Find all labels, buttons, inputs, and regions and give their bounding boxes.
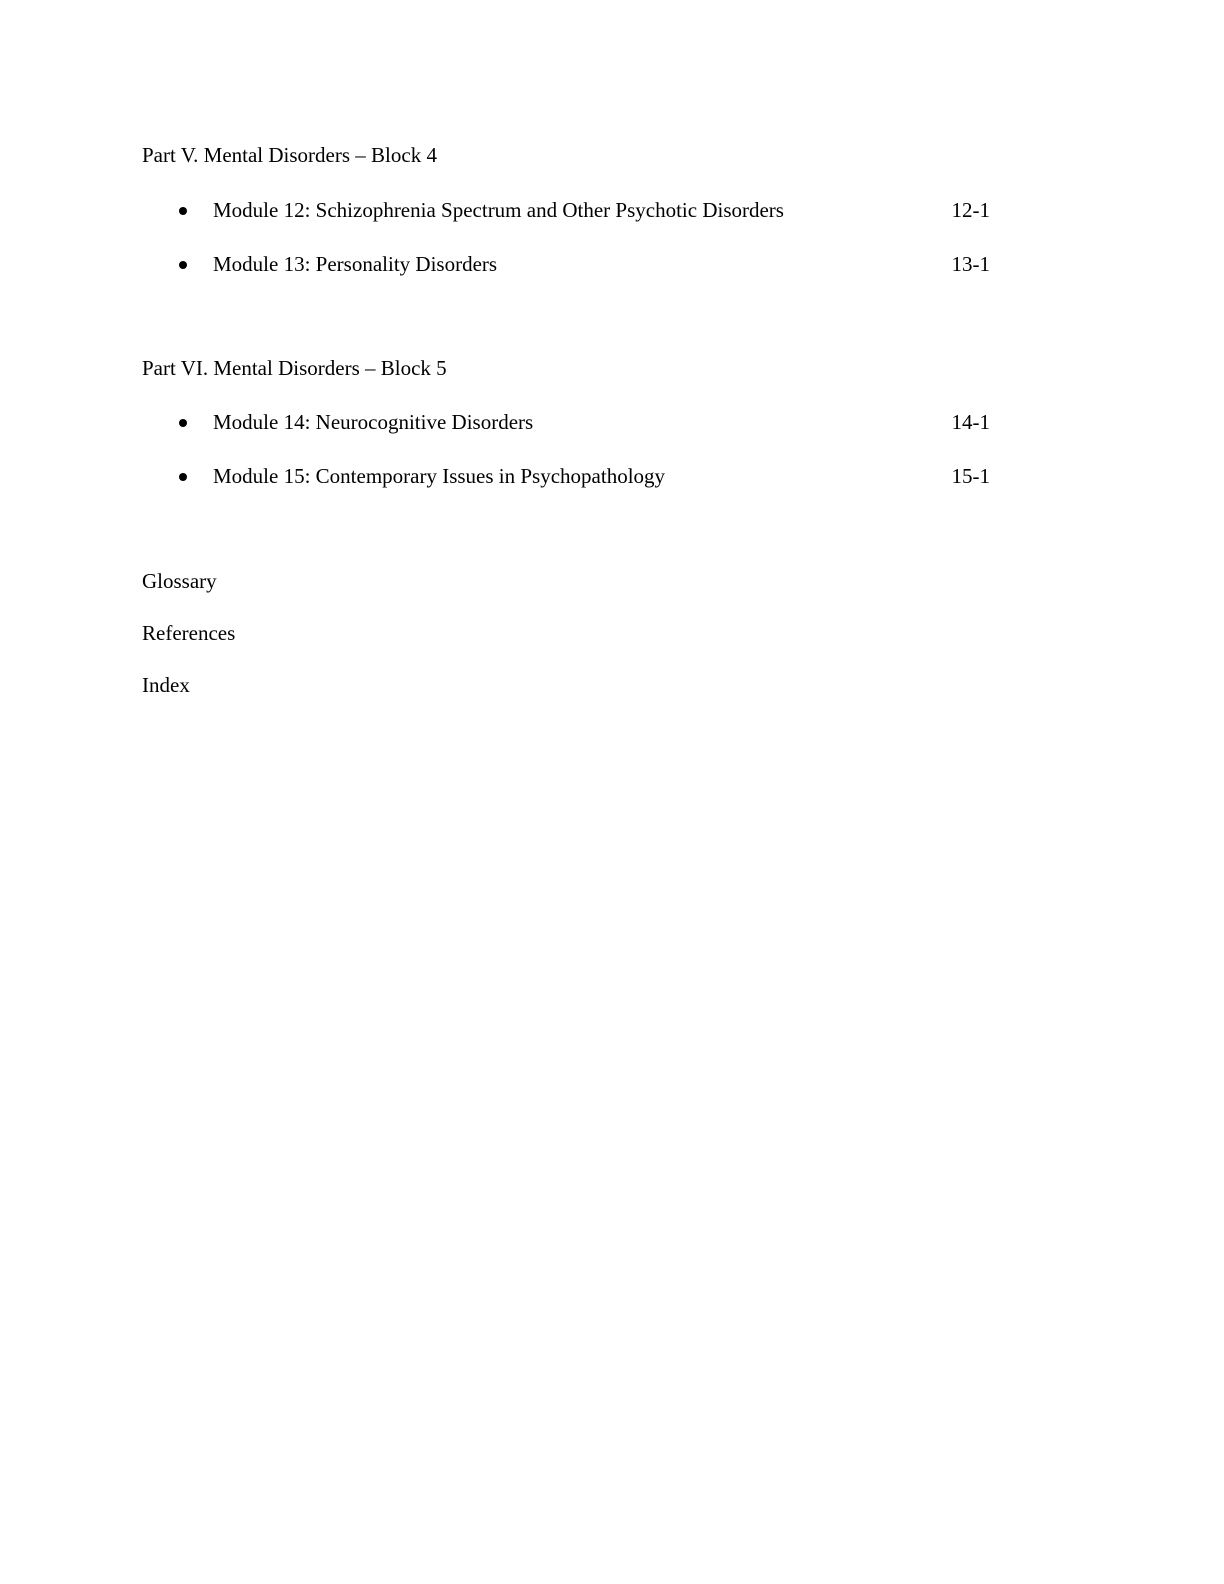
toc-entry-page: 14-1 <box>951 410 990 434</box>
toc-entry-module-12 <box>178 200 990 226</box>
toc-entry-module-13 <box>178 254 990 280</box>
toc-entry-page: 13-1 <box>951 252 990 276</box>
toc-entry-page: 12-1 <box>951 198 990 222</box>
toc-entry-title: Module 15: Contemporary Issues in Psychopathology <box>213 464 666 488</box>
index-entry: Index <box>142 673 190 697</box>
toc-entry-title: Module 12: Schizophrenia Spectrum and Other Psychotic Disorders <box>213 198 784 222</box>
toc-entry-title: Module 13: Personality Disorders <box>213 252 498 276</box>
glossary-entry: Glossary <box>142 569 217 593</box>
toc-entry-module-15 <box>178 466 990 492</box>
references-entry: References <box>142 621 236 645</box>
toc-entry-module-14 <box>178 412 990 438</box>
part-vi-heading: Part VI. Mental Disorders – Block 5 <box>142 356 447 380</box>
toc-entry-page: 15-1 <box>951 464 990 488</box>
toc-entry-title: Module 14: Neurocognitive Disorders <box>213 410 534 434</box>
part-v-heading: Part V. Mental Disorders – Block 4 <box>142 143 437 167</box>
